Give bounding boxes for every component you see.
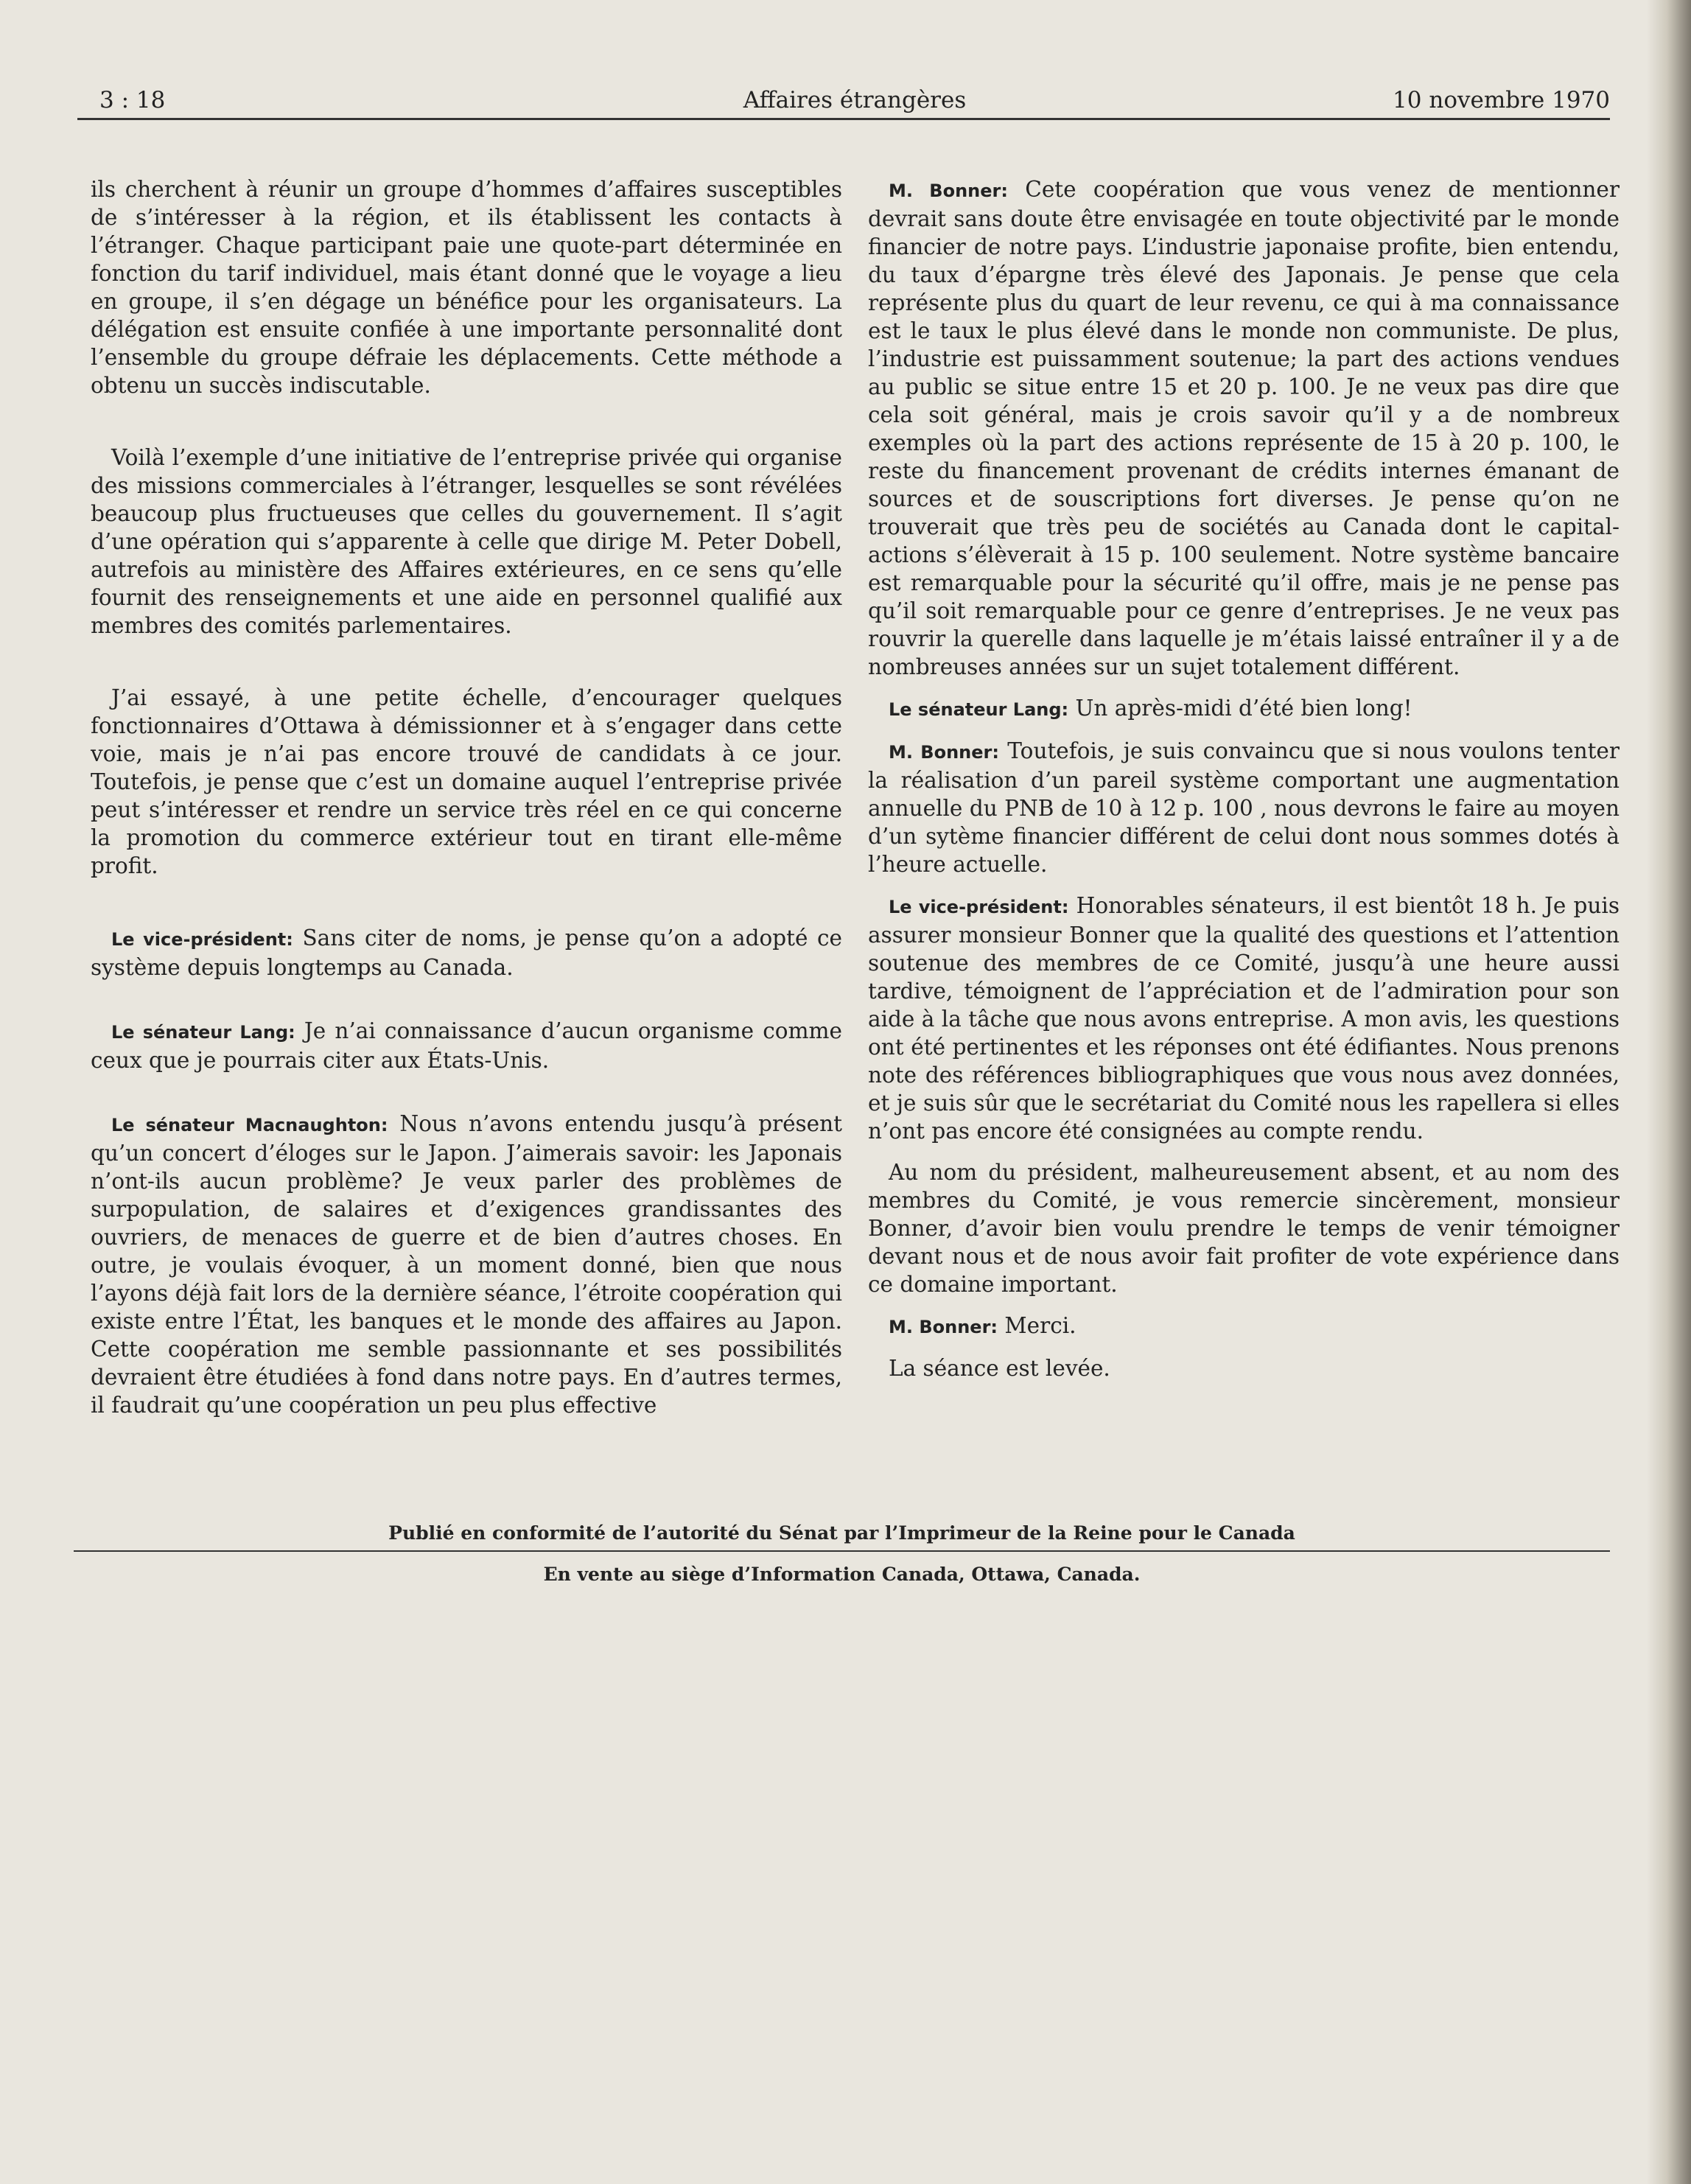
running-title: Affaires étrangères xyxy=(743,87,967,113)
speech-paragraph xyxy=(868,694,1620,724)
speech-paragraph xyxy=(91,1110,842,1419)
right-column xyxy=(868,175,1620,1382)
speech-text: Honorables sénateurs, il est bientôt 18 h. Je puis assurer monsieur Bonner que la qualité des questions et l’attention soutenue des membres de ce Comité, jusqu’à une heure aussi tardive, témoignent de l’appréciation et de l’admiration pour son aide à la tâche que nous avons entreprise. A mon avis, les questions ont été pertinentes et les réponses ont été édifiantes. Nous prenons note des références bibliographiques que vous nous avez données, et je suis sûr que le secrétariat du Comité nous les rapellera si elles n’ont pas encore été consignées au compte rendu. xyxy=(868,893,1620,1144)
speech-text: Sans citer de noms, je pense qu’on a adopté ce système depuis longtemps au Canada. xyxy=(91,925,842,980)
speaker-label: M. Bonner: xyxy=(889,181,1008,201)
paragraph: ils cherchent à réunir un groupe d’hommes d’affaires susceptibles de s’intéresser à la région, et ils établissent les contacts à l’étranger. Chaque participant paie une quote-part déterminée en fonction du tarif individuel, mais étant donné que le voyage a lieu en groupe, il s’en dégage un bénéfice pour les organisateurs. La délégation est ensuite confiée à une importante personnalité dont l’ensemble du groupe défraie les déplacements. Cette méthode a obtenu un succès indiscutable. xyxy=(91,177,842,398)
speech-text: Toutefois, je suis convaincu que si nous voulons tenter la réalisation d’un pareil système comportant une augmentation annuelle du PNB de 10 à 12 p. 100 , nous devrons le faire au moyen d’un sytème financier différent de celui dont nous sommes dotés à l’heure actuelle. xyxy=(868,738,1620,877)
speech-text: Merci. xyxy=(1004,1313,1076,1338)
speech-paragraph xyxy=(868,175,1620,681)
speech-text: Cete coopération que vous venez de mentionner devrait sans doute être envisagée en toute objectivité par le monde financier de notre pays. L’industrie japonaise profite, bien entendu, du taux d’épargne très élevé des Japonais. Je pense que cela représente plus du quart de leur revenu, ce qui à ma connaissance est le taux le plus élevé dans le monde non communiste. De plus, l’industrie est puissamment soutenue; la part des actions vendues au public se situe entre 15 et 20 p. 100. Je ne veux pas dire que cela soit général, mais je crois savoir qu’il y a de nombreux exemples où la part des actions représente de 15 à 20 p. 100, le reste du financement provenant de crédits internes émanant de sources et de souscriptions fort diverses. Je pense qu’on ne trouverait que très peu de sociétés au Canada dont le capital-actions s’élèverait à 15 p. 100 seulement. Notre système bancaire est remarquable pour la sécurité qu’il offre, mais je ne pense pas qu’il soit remarquable pour ce genre d’entreprises. Je ne veux pas rouvrir la querelle dans laquelle je m’étais laissé entraîner il y a de nombreuses années sur un sujet totalement différent. xyxy=(868,177,1620,679)
speaker-label: Le vice-président: xyxy=(111,929,293,950)
footer-divider xyxy=(74,1550,1610,1552)
speaker-label: Le sénateur Macnaughton: xyxy=(111,1115,388,1135)
speaker-label: M. Bonner: xyxy=(889,1317,998,1337)
speech-text: Nous n’avons entendu jusqu’à présent qu’un concert d’éloges sur le Japon. J’aimerais savoir: les Japonais n’ont-ils aucun problème? Je veux parler des problèmes de surpopulation, de salaires et d’exigences grandissantes des ouvriers, de menaces de guerre et de bien d’autres choses. En outre, je voulais évoquer, à un moment donné, bien que nous l’ayons déjà fait lors de la dernière séance, l’étroite coopération qui existe entre l’État, les banques et le monde des affaires au Japon. Cette coopération me semble passionnante et ses possibilités devraient être étudiées à fond dans notre pays. En d’autres termes, il faudrait qu’une coopération un peu plus effective xyxy=(91,1111,842,1418)
speaker-label: Le sénateur Lang: xyxy=(111,1022,295,1043)
header-divider xyxy=(77,118,1610,120)
speaker-label: Le sénateur Lang: xyxy=(889,699,1069,720)
header-date: 10 novembre 1970 xyxy=(1393,87,1610,113)
sales-notice: En vente au siège d’Information Canada, Ottawa, Canada. xyxy=(543,1564,1141,1585)
speech-paragraph xyxy=(91,1017,842,1074)
speaker-label: Le vice-président: xyxy=(889,897,1069,917)
speech-paragraph xyxy=(868,737,1620,878)
left-column xyxy=(91,175,842,1419)
paragraph: Au nom du président, malheureusement absent, et au nom des membres du Comité, je vous remercie sincèrement, monsieur Bonner, d’avoir bien voulu prendre le temps de venir témoigner devant nous et de nous avoir fait profiter de vote expérience dans ce domaine important. xyxy=(868,1160,1620,1297)
paragraph: J’ai essayé, à une petite échelle, d’encourager quelques fonctionnaires d’Ottawa à démissionner et à s’engager dans cette voie, mais je n’ai pas encore trouvé de candidats à ce jour. Toutefois, je pense que c’est un domaine auquel l’entreprise privée peut s’intéresser et rendre un service très réel en ce qui concerne la promotion du commerce extérieur tout en tirant elle-même profit. xyxy=(91,685,842,878)
page-header xyxy=(99,87,1610,121)
paragraph: Voilà l’exemple d’une initiative de l’entreprise privée qui organise des missions commerciales à l’étranger, lesquelles se sont révélées beaucoup plus fructueuses que celles du gouvernement. Il s’agit d’une opération qui s’apparente à celle que dirige M. Peter Dobell, autrefois au ministère des Affaires extérieures, en ce sens qu’elle fournit des renseignements et une aide en personnel qualifié aux membres des comités parlementaires. xyxy=(91,445,842,638)
speech-text: Je n’ai connaissance d’aucun organisme comme ceux que je pourrais citer aux États-Unis. xyxy=(91,1018,842,1073)
closing-line: La séance est levée. xyxy=(889,1356,1110,1381)
page-number: 3 : 18 xyxy=(99,87,166,113)
binding-gutter xyxy=(1647,0,1691,2184)
speech-paragraph xyxy=(868,1312,1620,1341)
publication-notice: Publié en conformité de l’autorité du Sénat par l’Imprimeur de la Reine pour le Canada xyxy=(388,1522,1295,1544)
speech-text: Un après-midi d’été bien long! xyxy=(1075,696,1412,721)
speech-paragraph xyxy=(868,892,1620,1145)
speech-paragraph xyxy=(91,924,842,981)
speaker-label: M. Bonner: xyxy=(889,742,999,763)
